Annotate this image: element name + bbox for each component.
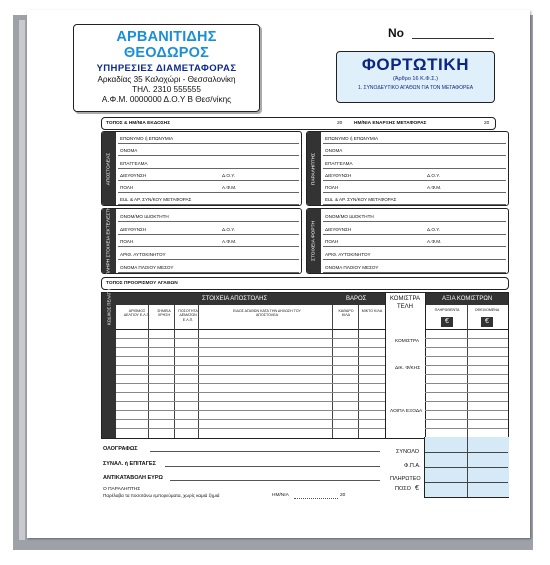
recipient-tab bbox=[307, 132, 321, 205]
amount-currency: € bbox=[415, 485, 419, 492]
consignee-doy-label: Δ.Ο.Υ. bbox=[427, 226, 440, 232]
carrier-field-line[interactable] bbox=[118, 272, 299, 273]
sender-section bbox=[101, 131, 302, 206]
sender-field-label: ΟΝΟΜΑ bbox=[120, 148, 138, 154]
company-address: Αρκαδίας 35 Καλοχώρι - Θεσσαλονίκη bbox=[97, 75, 236, 84]
col-paid: ΠΛΗΡΩΘΕΝΤΑ bbox=[434, 308, 460, 312]
col-net-kg: ΚΑΘΑΡΟ ΚΙΛΑ bbox=[338, 309, 354, 318]
consignee-field-label: ΟΝΟΜ/ΜΟ ΙΔΙΟΚΤΗΤΗ bbox=[325, 213, 374, 219]
sender-field-line[interactable] bbox=[118, 155, 299, 156]
value-row[interactable] bbox=[425, 356, 508, 357]
company-name: ΑΡΒΑΝΙΤΙΔΗΣ ΘΕΟΔΩΡΟΣ bbox=[116, 29, 217, 61]
sender-field-line[interactable] bbox=[118, 192, 299, 193]
consignee-field-label: ΠΟΛΗ bbox=[325, 239, 339, 245]
document-title-box bbox=[336, 51, 495, 103]
owed-currency: € bbox=[481, 317, 493, 327]
company-phone: ΤΗΛ. 2310 555555 bbox=[132, 85, 201, 94]
document-number-label: No bbox=[388, 26, 404, 40]
carrier-tab bbox=[102, 206, 116, 276]
checks-field[interactable] bbox=[165, 466, 380, 467]
recipient-field-line[interactable] bbox=[323, 155, 506, 156]
amount-words-label: ΟΛΟΓΡΑΦΩΣ bbox=[103, 446, 138, 452]
carrier-field-label: ΟΝΟΜΑ ΠΛΟΙΟΥ ΜΕΣΟΥ bbox=[120, 265, 174, 270]
recipient-field-line[interactable] bbox=[323, 143, 506, 144]
sender-field-line[interactable] bbox=[118, 143, 299, 144]
consignee-field-line[interactable] bbox=[323, 259, 506, 260]
company-services: ΥΠΗΡΕΣΙΕΣ ΔΙΑΜΕΤΑΦΟΡΑΣ bbox=[96, 63, 237, 74]
fee-other: ΛΟΙΠΑ ΕΞΟΔΑ bbox=[390, 409, 423, 414]
carrier-field-label: ΔΙΕΥΘΥΝΣΗ bbox=[120, 226, 147, 232]
consignee-field-label: ΔΙΕΥΘΥΝΣΗ bbox=[325, 226, 352, 232]
consignee-field-label: ΟΝΟΜΑ ΠΛΟΙΟΥ ΜΕΣΟΥ bbox=[325, 265, 379, 270]
table-row[interactable] bbox=[116, 410, 385, 411]
consignee-field-line[interactable] bbox=[323, 246, 506, 247]
recipient-field-label: ΕΠΩΝΥΜΟ ή ΕΠΩΝΥΜΙΑ bbox=[325, 136, 379, 142]
code-col-tab bbox=[102, 288, 116, 438]
issue-bar[interactable] bbox=[101, 117, 496, 130]
table-row[interactable] bbox=[116, 347, 385, 348]
sender-tab-label: ΑΠΟΣΤΟΛΕΑΣ bbox=[106, 152, 112, 185]
sender-afm-label: Α.Φ.Μ. bbox=[222, 184, 237, 190]
consignee-field-line[interactable] bbox=[323, 272, 506, 273]
table-row[interactable] bbox=[116, 365, 385, 366]
value-row[interactable] bbox=[425, 347, 508, 348]
consignee-field-line[interactable] bbox=[323, 221, 506, 222]
vat-label: Φ.Π.Α. bbox=[404, 463, 421, 469]
cod-label: ΑΝΤΙΚΑΤΑΒΟΛΗ ΕΥΡΩ bbox=[103, 475, 163, 481]
sender-field-label: ΕΙΔ. & ΑΡ. ΣΥΝ/ΚΟΥ ΜΕΤΑΦΟΡΑΣ bbox=[120, 197, 192, 202]
consignee-tab bbox=[307, 209, 321, 273]
issue-place-label: ΤΟΠΟΣ & ΗΜ/ΝΙΑ ΕΚΔΟΣΗΣ bbox=[106, 121, 171, 126]
paid-currency: € bbox=[441, 317, 453, 327]
fee-freight: ΚΟΜΙΣΤΡΑ bbox=[395, 339, 420, 344]
carrier-tab-label: ΠΛΗΡΗ ΣΤΟΙΧΕΙΑ ΕΚΤΕΛΕΣΤΗ bbox=[106, 206, 112, 276]
pad-edge bbox=[19, 20, 25, 540]
carrier-field-label: ΟΝΟΜ/ΜΟ ΙΔΙΟΚΤΗΤΗ bbox=[120, 213, 169, 219]
payable-label: ΠΛΗΡΩΤΕΟ bbox=[390, 476, 421, 482]
destination-bar[interactable] bbox=[101, 277, 509, 290]
table-row[interactable] bbox=[116, 356, 385, 357]
col-marks: ΣΗΜΕΙΑ ΧΡΗΣΗ bbox=[157, 309, 171, 318]
sender-field-label: ΔΙΕΥΘΥΝΣΗ bbox=[120, 172, 147, 178]
value-row[interactable] bbox=[425, 410, 508, 411]
col-goods-description: ΕΙΔΟΣ ΑΓΑΘΩΝ ΚΑΤΑ ΤΗΝ ΔΗΛΩΣΗ ΤΟΥ ΑΠΟΣΤΟΛΕΑ bbox=[233, 309, 301, 318]
footer-date-field[interactable] bbox=[294, 498, 338, 499]
carrier-afm-label: Α.Φ.Μ. bbox=[222, 239, 237, 245]
fee-legal: ΔΙΚ. Φ/ΚΗΣ bbox=[395, 366, 421, 371]
consignee-field-label: ΑΡΙΘ. ΑΥΤΟΚΙΝΗΤΟΥ bbox=[325, 252, 371, 258]
amount-words-field[interactable] bbox=[150, 451, 380, 452]
footer-year: 20 bbox=[340, 493, 346, 498]
table-row[interactable] bbox=[116, 383, 385, 384]
value-row[interactable] bbox=[425, 338, 508, 339]
table-row[interactable] bbox=[116, 374, 385, 375]
sender-tab bbox=[102, 132, 116, 205]
carrier-field-label: ΑΡΙΘ. ΑΥΤΟΚΙΝΗΤΟΥ bbox=[120, 252, 166, 258]
recipient-field-line[interactable] bbox=[323, 204, 506, 205]
carrier-field-line[interactable] bbox=[118, 234, 299, 235]
value-row[interactable] bbox=[425, 392, 508, 393]
destination-label: ΤΟΠΟΣ ΠΡΟΟΡΙΣΜΟΥ ΑΓΑΘΩΝ bbox=[106, 281, 178, 286]
received-note: Παρέλαβα τα ποσοτάνω εμπορεύματα, χωρίς καμιά ζημιά bbox=[103, 493, 220, 498]
totals-block bbox=[424, 437, 509, 498]
recipient-field-line[interactable] bbox=[323, 180, 506, 181]
value-row[interactable] bbox=[425, 365, 508, 366]
recipient-field-label: ΕΙΔ. & ΑΡ. ΣΥΝ/ΚΟΥ ΜΕΤΑΦΟΡΑΣ bbox=[325, 197, 397, 202]
sender-field-label: ΕΠΑΓΓΕΛΜΑ bbox=[120, 160, 148, 166]
company-box bbox=[73, 24, 260, 112]
freight-header: ΚΟΜΙΣΤΡΑ ΤΕΛΗ bbox=[385, 293, 425, 321]
value-row[interactable] bbox=[425, 401, 508, 402]
company-tax: Α.Φ.Μ. 0000000 Δ.Ο.Υ Β Θεσ/νίκης bbox=[101, 95, 232, 104]
weight-header: ΒΑΡΟΣ bbox=[346, 296, 367, 302]
table-row[interactable] bbox=[116, 419, 385, 420]
col-delivery-number: ΑΡΙΘΜΟΣ ΔΕΛΤΙΟΥ Ε.Λ.Π. bbox=[123, 309, 151, 318]
recipient-sign-label: Ο ΠΑΡΑΛΗΠΤΗΣ bbox=[103, 487, 141, 492]
code-col-label: ΚΩΔΙΚΟΣ ΠΕΛΑΤΗ bbox=[106, 288, 112, 326]
table-row[interactable] bbox=[116, 338, 385, 339]
recipient-field-line[interactable] bbox=[323, 192, 506, 193]
sender-field-line[interactable] bbox=[118, 168, 299, 169]
value-row[interactable] bbox=[425, 419, 508, 420]
recipient-field-label: ΠΟΛΗ bbox=[325, 184, 339, 190]
table-row[interactable] bbox=[116, 428, 385, 429]
start-year: 20 bbox=[484, 121, 490, 126]
carrier-field-line[interactable] bbox=[118, 259, 299, 260]
consignee-field-line[interactable] bbox=[323, 234, 506, 235]
recipient-field-label: ΕΠΑΓΓΕΛΜΑ bbox=[325, 160, 353, 166]
shipment-header: ΣΤΟΙΧΕΙΑ ΑΠΟΣΤΟΛΗΣ bbox=[202, 296, 268, 302]
col-owed: ΟΦΕΙΛΟΜΕΝΑ bbox=[474, 308, 500, 312]
recipient-tab-label: ΠΑΡΑΛΗΠΤΗΣ bbox=[311, 152, 317, 185]
carrier-section bbox=[101, 208, 302, 274]
recipient-field-label: ΔΙΕΥΘΥΝΣΗ bbox=[325, 172, 352, 178]
consignee-afm-label: Α.Φ.Μ. bbox=[427, 239, 442, 245]
cod-field[interactable] bbox=[170, 480, 380, 481]
value-header: ΑΞΙΑ ΚΟΜΙΣΤΡΩΝ bbox=[442, 296, 493, 302]
footer-date-label: ΗΜ/ΝΙΑ bbox=[272, 493, 289, 498]
goods-table bbox=[101, 288, 509, 439]
sender-field-line[interactable] bbox=[118, 204, 299, 205]
recipient-field-line[interactable] bbox=[323, 168, 506, 169]
carrier-field-line[interactable] bbox=[118, 246, 299, 247]
sender-field-label: ΠΟΛΗ bbox=[120, 184, 134, 190]
col-gross-kg: ΜΙΚΤΟ ΚΙΛΑ bbox=[361, 309, 383, 313]
amount-label: ΠΟΣΟ bbox=[395, 486, 411, 492]
document-subtitle: 1. ΣΥΝΟΔΕΥΤΙΚΟ ΑΓΑΘΩΝ ΓΙΑ ΤΟΝ ΜΕΤΑΦΟΡΕΑ bbox=[357, 85, 474, 91]
recipient-afm-label: Α.Φ.Μ. bbox=[427, 184, 442, 190]
recipient-field-label: ΟΝΟΜΑ bbox=[325, 148, 343, 154]
consignee-section bbox=[306, 208, 509, 274]
carrier-field-line[interactable] bbox=[118, 221, 299, 222]
document-number-field[interactable] bbox=[412, 38, 494, 39]
table-row[interactable] bbox=[116, 401, 385, 402]
value-row[interactable] bbox=[425, 374, 508, 375]
checks-label: ΣΥΝΑΛ. ή ΕΠΙΤΑΓΕΣ bbox=[103, 461, 156, 467]
consignee-tab-label: ΣΤΟΙΧΕΙΑ ΦΟΡΤΗ bbox=[311, 220, 317, 262]
issue-year: 20 bbox=[337, 121, 343, 126]
carrier-field-label: ΠΟΛΗ bbox=[120, 239, 134, 245]
sender-field-label: ΕΠΩΝΥΜΟ ή ΕΠΩΝΥΜΙΑ bbox=[120, 136, 174, 142]
total-label: ΣΥΝΟΛΟ bbox=[396, 449, 420, 455]
start-date-label: ΗΜ/ΝΙΑ ΕΝΑΡΞΗΣ ΜΕΤΑΦΟΡΑΣ bbox=[354, 121, 427, 126]
value-row[interactable] bbox=[425, 428, 508, 429]
recipient-doy-label: Δ.Ο.Υ. bbox=[427, 172, 440, 178]
recipient-section bbox=[306, 131, 509, 206]
value-row[interactable] bbox=[425, 383, 508, 384]
sender-field-line[interactable] bbox=[118, 180, 299, 181]
col-package-qty: ΠΟΣΟΤΗΤΑ ΔΕΜΑΤΩΝ Ε.Λ.Π. bbox=[178, 309, 198, 322]
table-row[interactable] bbox=[116, 392, 385, 393]
carrier-doy-label: Δ.Ο.Υ. bbox=[222, 226, 235, 232]
sender-doy-label: Δ.Ο.Υ. bbox=[222, 172, 235, 178]
document-article: (Άρθρο 16 Κ.Φ.Σ.) bbox=[393, 76, 438, 82]
document-title: ΦΟΡΤΩΤΙΚΗ bbox=[361, 55, 470, 74]
